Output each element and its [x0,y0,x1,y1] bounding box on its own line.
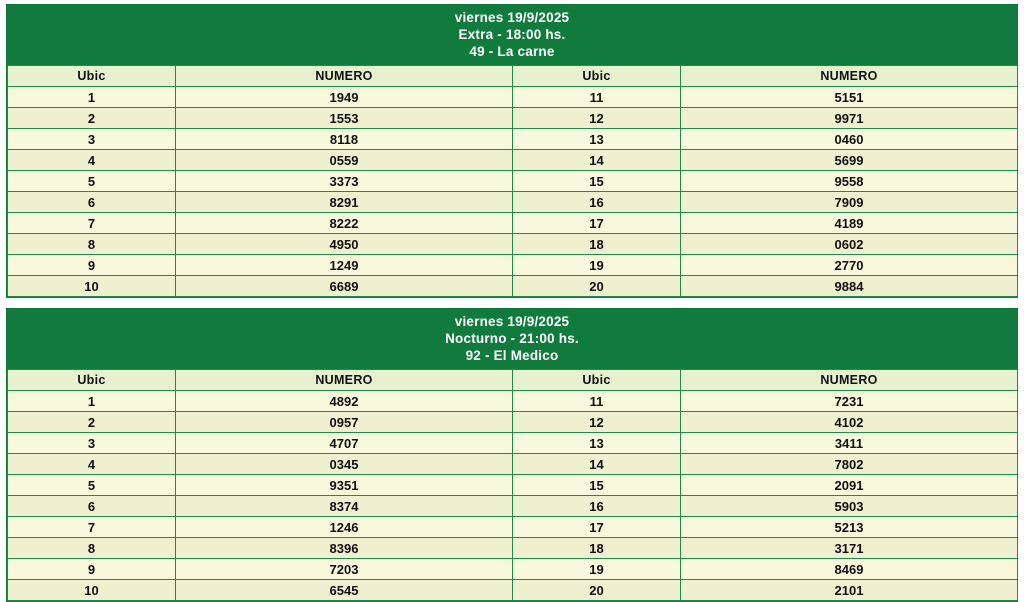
table-row [8,213,1018,234]
cell-ubic-right: 13 [513,129,681,150]
table-row [8,108,1018,129]
cell-numero-right: 0602 [681,234,1018,255]
table-row [8,129,1018,150]
table-row [8,192,1018,213]
cell-numero-right: 9884 [681,276,1018,297]
table-row [8,517,1018,538]
table-header-row [8,66,1018,87]
table-row [8,87,1018,108]
table-row [8,412,1018,433]
cell-numero-right: 5213 [681,517,1018,538]
column-header-numero-left: NUMERO [176,370,513,391]
table-row [8,150,1018,171]
cell-numero-right: 3411 [681,433,1018,454]
cell-ubic-left: 10 [8,580,176,601]
cell-ubic-left: 7 [8,517,176,538]
cell-ubic-right: 20 [513,580,681,601]
draw-headline: 49 - La carne [469,44,555,59]
cell-ubic-right: 12 [513,412,681,433]
cell-numero-left: 3373 [176,171,513,192]
cell-ubic-right: 17 [513,517,681,538]
cell-numero-left: 8118 [176,129,513,150]
cell-numero-left: 1553 [176,108,513,129]
results-table [7,369,1018,601]
cell-ubic-right: 16 [513,496,681,517]
cell-numero-left: 8396 [176,538,513,559]
table-row [8,538,1018,559]
draw-session: Extra - 18:00 hs. [458,27,566,42]
cell-ubic-right: 20 [513,276,681,297]
cell-numero-right: 0460 [681,129,1018,150]
cell-ubic-right: 11 [513,391,681,412]
cell-ubic-left: 6 [8,496,176,517]
table-row [8,234,1018,255]
cell-ubic-left: 8 [8,538,176,559]
cell-ubic-right: 14 [513,150,681,171]
cell-ubic-left: 2 [8,412,176,433]
cell-numero-right: 3171 [681,538,1018,559]
table-row [8,433,1018,454]
cell-numero-right: 7802 [681,454,1018,475]
cell-ubic-right: 12 [513,108,681,129]
cell-numero-left: 4707 [176,433,513,454]
draw-block-nocturno [6,308,1018,602]
cell-numero-left: 1949 [176,87,513,108]
column-header-ubic-right: Ubic [513,370,681,391]
column-header-ubic-left: Ubic [8,66,176,87]
cell-numero-left: 4950 [176,234,513,255]
cell-ubic-right: 16 [513,192,681,213]
cell-ubic-left: 1 [8,87,176,108]
cell-ubic-left: 1 [8,391,176,412]
cell-numero-right: 5151 [681,87,1018,108]
cell-numero-left: 1246 [176,517,513,538]
cell-numero-left: 6545 [176,580,513,601]
cell-numero-right: 4189 [681,213,1018,234]
cell-ubic-left: 5 [8,475,176,496]
table-header-row [8,370,1018,391]
cell-numero-right: 9558 [681,171,1018,192]
cell-numero-left: 0559 [176,150,513,171]
draw-session: Nocturno - 21:00 hs. [445,331,579,346]
cell-ubic-left: 5 [8,171,176,192]
draw-header [7,309,1017,369]
cell-numero-right: 2091 [681,475,1018,496]
results-table [7,65,1018,297]
cell-ubic-left: 3 [8,433,176,454]
table-row [8,496,1018,517]
cell-ubic-right: 15 [513,171,681,192]
table-row [8,454,1018,475]
draw-date: viernes 19/9/2025 [454,314,570,329]
cell-numero-right: 8469 [681,559,1018,580]
cell-ubic-right: 13 [513,433,681,454]
cell-numero-right: 5699 [681,150,1018,171]
column-header-numero-left: NUMERO [176,66,513,87]
cell-numero-right: 7231 [681,391,1018,412]
cell-ubic-right: 11 [513,87,681,108]
cell-ubic-right: 19 [513,559,681,580]
cell-numero-right: 2770 [681,255,1018,276]
cell-numero-left: 7203 [176,559,513,580]
cell-numero-right: 4102 [681,412,1018,433]
cell-numero-left: 9351 [176,475,513,496]
cell-ubic-left: 4 [8,454,176,475]
cell-numero-left: 4892 [176,391,513,412]
cell-ubic-left: 3 [8,129,176,150]
table-row [8,475,1018,496]
cell-ubic-right: 15 [513,475,681,496]
cell-numero-left: 8374 [176,496,513,517]
cell-numero-left: 0345 [176,454,513,475]
cell-numero-left: 0957 [176,412,513,433]
cell-ubic-left: 4 [8,150,176,171]
table-row [8,255,1018,276]
cell-ubic-left: 7 [8,213,176,234]
column-header-numero-right: NUMERO [681,370,1018,391]
cell-ubic-right: 19 [513,255,681,276]
column-header-ubic-right: Ubic [513,66,681,87]
table-row [8,276,1018,297]
cell-numero-left: 1249 [176,255,513,276]
cell-numero-right: 7909 [681,192,1018,213]
cell-numero-left: 8291 [176,192,513,213]
cell-ubic-right: 14 [513,454,681,475]
cell-numero-left: 6689 [176,276,513,297]
cell-ubic-right: 17 [513,213,681,234]
cell-numero-right: 2101 [681,580,1018,601]
cell-ubic-left: 2 [8,108,176,129]
column-header-numero-right: NUMERO [681,66,1018,87]
cell-numero-right: 9971 [681,108,1018,129]
cell-ubic-left: 9 [8,255,176,276]
table-row [8,171,1018,192]
cell-ubic-left: 6 [8,192,176,213]
cell-ubic-left: 10 [8,276,176,297]
cell-numero-left: 8222 [176,213,513,234]
draw-headline: 92 - El Medico [465,348,559,363]
table-row [8,559,1018,580]
cell-ubic-right: 18 [513,538,681,559]
cell-ubic-right: 18 [513,234,681,255]
cell-ubic-left: 9 [8,559,176,580]
draw-block-extra [6,4,1018,298]
table-row [8,580,1018,601]
cell-ubic-left: 8 [8,234,176,255]
cell-numero-right: 5903 [681,496,1018,517]
table-row [8,391,1018,412]
draw-date: viernes 19/9/2025 [454,10,570,25]
column-header-ubic-left: Ubic [8,370,176,391]
draw-header [7,5,1017,65]
